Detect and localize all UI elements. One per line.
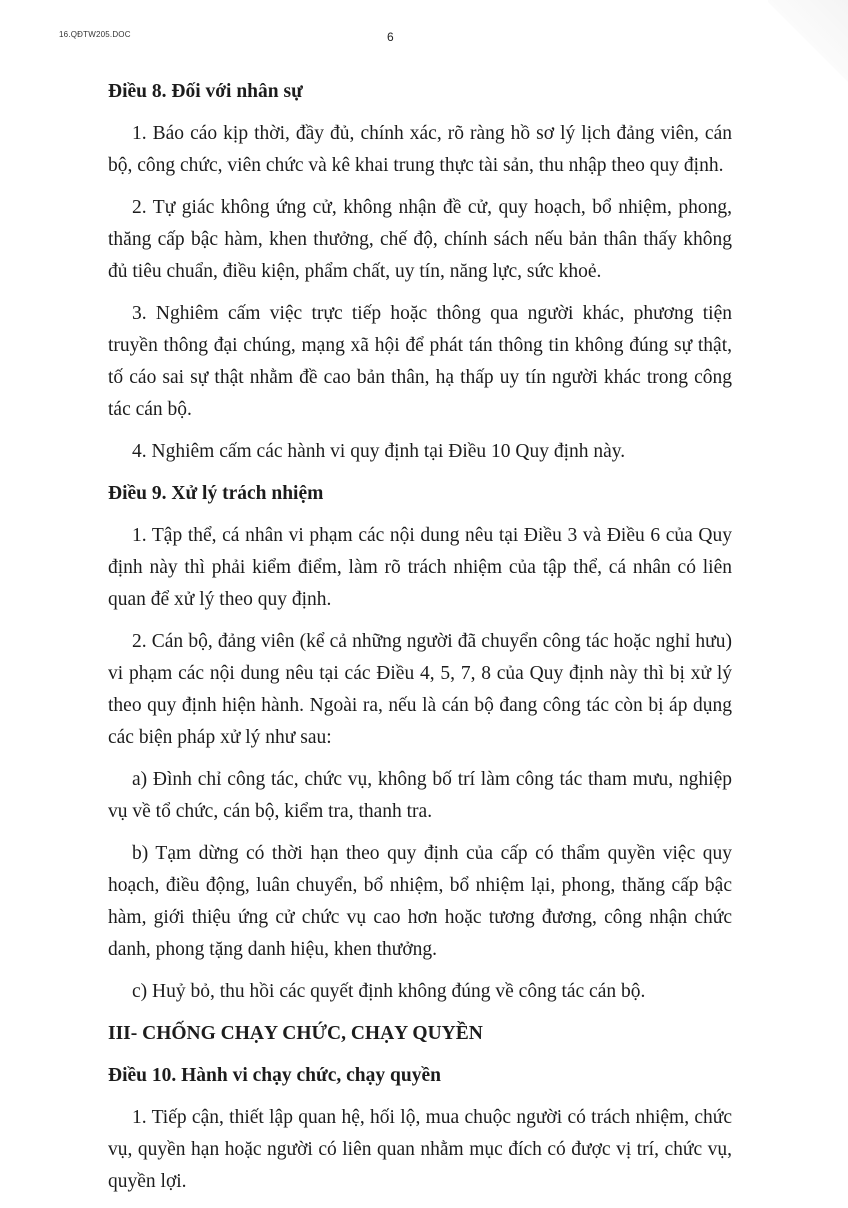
article-9-item-b: b) Tạm dừng có thời hạn theo quy định của cấp có thẩm quyền việc quy hoạch, điều động, luân chuyển, bổ nhiệm, bổ nhiệm lại, phong, thăng cấp bậc hàm, giới thiệu ứng cử chức vụ cao hơn hoặc tương đương, công nhận chức danh, phong tặng danh hiệu, khen thưởng. xyxy=(108,843,732,960)
section-3-title: III- CHỐNG CHẠY CHỨC, CHẠY QUYỀN xyxy=(108,1023,483,1044)
page-corner-shadow xyxy=(768,0,848,100)
article-10-paragraph-1: 1. Tiếp cận, thiết lập quan hệ, hối lộ, mua chuộc người có trách nhiệm, chức vụ, quyền hạn hoặc người có liên quan nhằm mục đích có được vị trí, chức vụ, quyền lợi. xyxy=(108,1107,732,1192)
article-8-paragraph-2: 2. Tự giác không ứng cử, không nhận đề cử, quy hoạch, bổ nhiệm, phong, thăng cấp bậc hàm, khen thưởng, chế độ, chính sách nếu bản thân thấy không đủ tiêu chuẩn, điều kiện, phẩm chất, uy tín, năng lực, sức khoẻ. xyxy=(108,197,732,282)
article-9-item-a: a) Đình chỉ công tác, chức vụ, không bố trí làm công tác tham mưu, nghiệp vụ về tổ chức, cán bộ, kiểm tra, thanh tra. xyxy=(108,769,732,822)
page-number: 6 xyxy=(387,30,394,44)
article-8-paragraph-1: 1. Báo cáo kịp thời, đầy đủ, chính xác, rõ ràng hồ sơ lý lịch đảng viên, cán bộ, công chức, viên chức và kê khai trung thực tài sản, thu nhập theo quy định. xyxy=(108,123,732,176)
article-9-paragraph-1: 1. Tập thể, cá nhân vi phạm các nội dung nêu tại Điều 3 và Điều 6 của Quy định này thì phải kiểm điểm, làm rõ trách nhiệm của tập thể, cá nhân có liên quan để xử lý theo quy định. xyxy=(108,525,732,610)
document-body xyxy=(108,76,732,1208)
article-8-paragraph-3: 3. Nghiêm cấm việc trực tiếp hoặc thông qua người khác, phương tiện truyền thông đại chúng, mạng xã hội để phát tán thông tin không đúng sự thật, tố cáo sai sự thật nhằm đề cao bản thân, hạ thấp uy tín người khác trong công tác cán bộ. xyxy=(108,303,732,420)
article-8-paragraph-4: 4. Nghiêm cấm các hành vi quy định tại Điều 10 Quy định này. xyxy=(132,441,626,462)
article-9-paragraph-2: 2. Cán bộ, đảng viên (kể cả những người đã chuyển công tác hoặc nghỉ hưu) vi phạm các nội dung nêu tại các Điều 4, 5, 7, 8 của Quy định này thì bị xử lý theo quy định hiện hành. Ngoài ra, nếu là cán bộ đang công tác còn bị áp dụng các biện pháp xử lý như sau: xyxy=(108,631,732,748)
article-10-title: Điều 10. Hành vi chạy chức, chạy quyền xyxy=(108,1065,441,1086)
file-label: 16.QĐTW205.DOC xyxy=(59,30,131,39)
article-8-title: Điều 8. Đối với nhân sự xyxy=(108,81,303,102)
article-9-title: Điều 9. Xử lý trách nhiệm xyxy=(108,483,324,504)
article-9-item-c: c) Huỷ bỏ, thu hồi các quyết định không đúng về công tác cán bộ. xyxy=(132,981,646,1002)
